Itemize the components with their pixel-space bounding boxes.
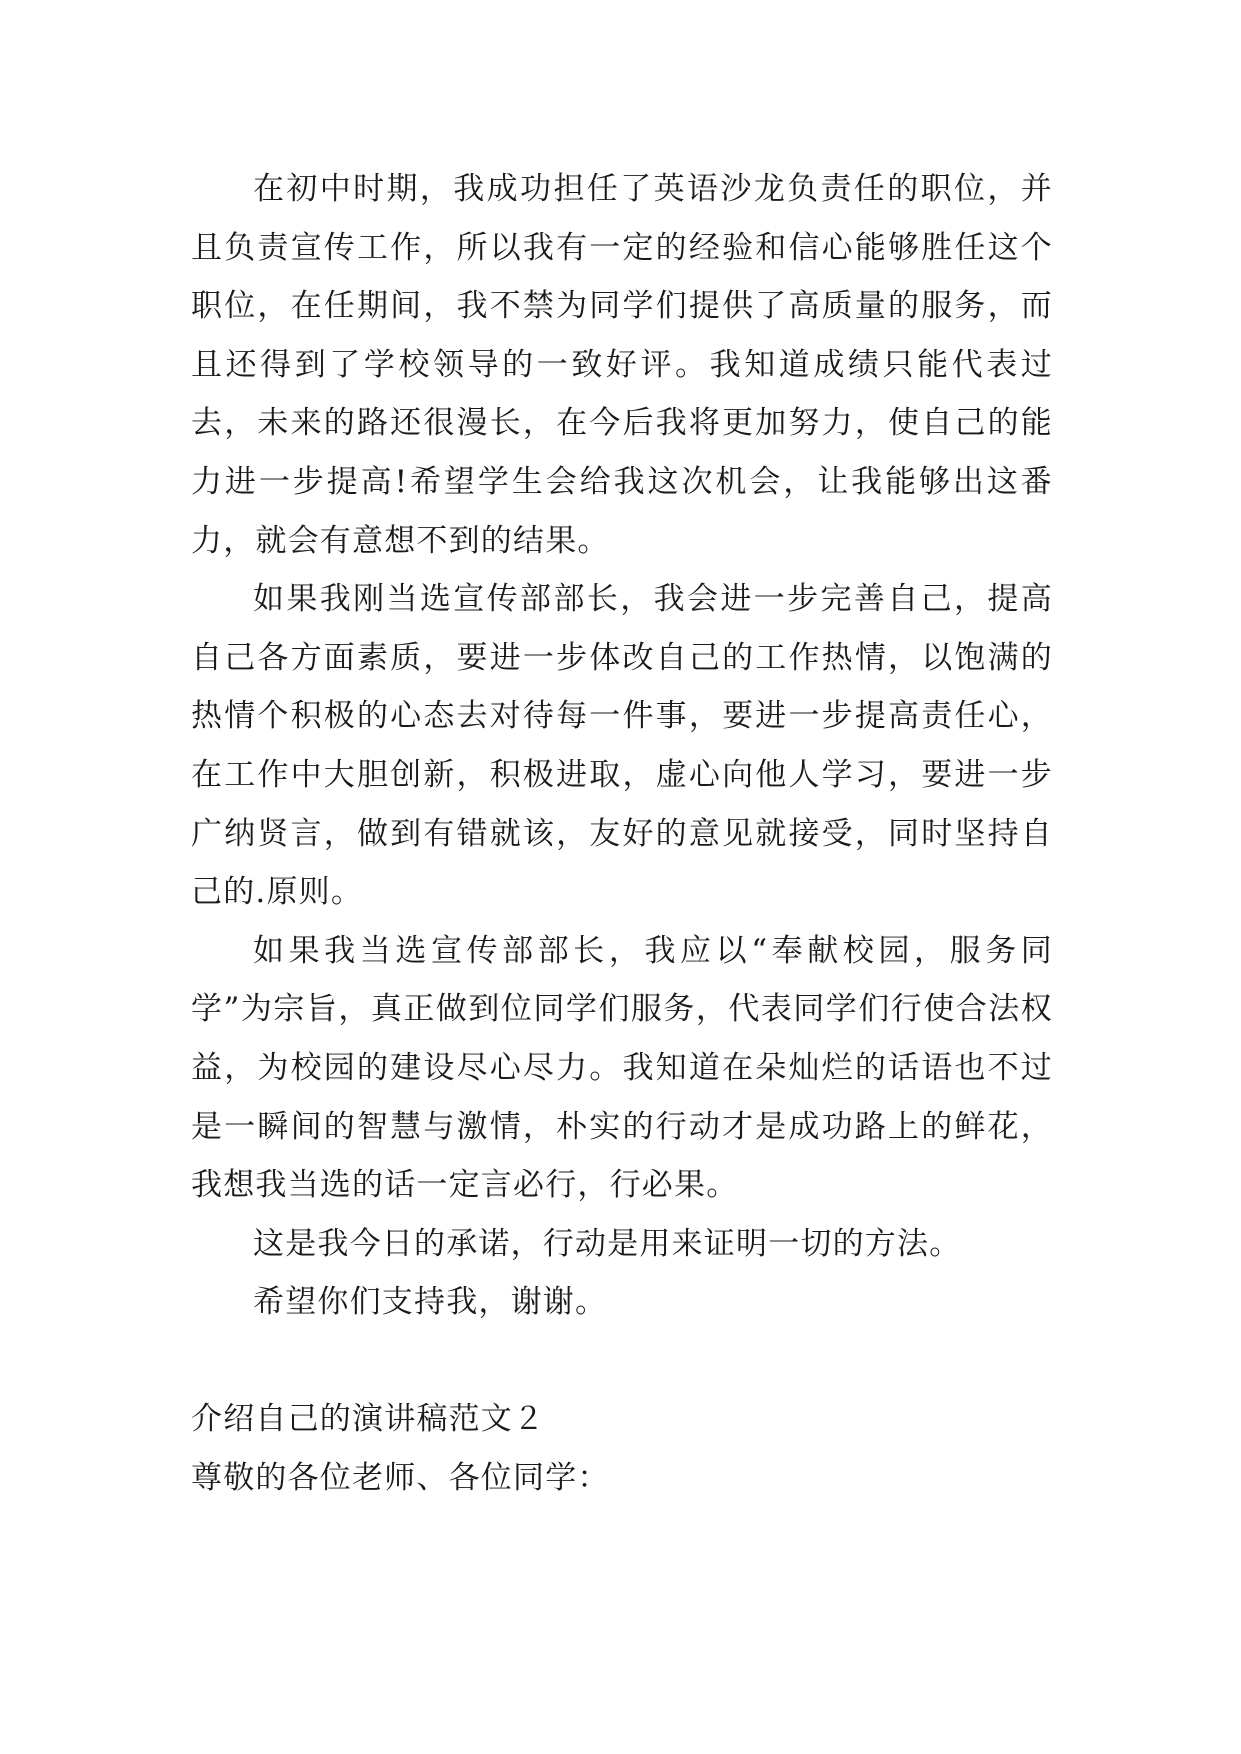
body-paragraph: 如果我当选宣传部部长，我应以“奉献校园，服务同学”为宗旨，真正做到位同学们服务，代表同学们行使合法权益，为校园的建设尽心尽力。我知道在朵灿烂的话语也不过是一瞬间的智慧与激情，朴实的行动才是成功路上的鲜花，我想我当选的话一定言必行，行必果。 — [191, 932, 1053, 1204]
body-paragraph: 如果我刚当选宣传部部长，我会进一步完善自己，提高自己各方面素质，要进一步体改自己的工作热情，以饱满的热情个积极的心态去对待每一件事，要进一步提高责任心，在工作中大胆创新，积极进取，虚心向他人学习，要进一步广纳贤言，做到有错就该，友好的意见就接受，同时坚持自己的.原则。 — [191, 581, 1053, 911]
body-paragraph: 希望你们支持我，谢谢。 — [253, 1284, 608, 1321]
blank-line — [191, 1332, 1053, 1391]
document-body — [191, 160, 1053, 1508]
section-title: 介绍自己的演讲稿范文２ — [191, 1401, 546, 1438]
body-paragraph: 这是我今日的承诺，行动是用来证明一切的方法。 — [253, 1225, 962, 1262]
body-paragraph: 在初中时期，我成功担任了英语沙龙负责任的职位，并且负责宣传工作，所以我有一定的经验和信心能够胜任这个职位，在任期间，我不禁为同学们提供了高质量的服务，而且还得到了学校领导的一致好评。我知道成绩只能代表过去，未来的路还很漫长，在今后我将更加努力，使自己的能力进一步提高!希望学生会给我这次机会，让我能够出这番力，就会有意想不到的结果。 — [191, 171, 1053, 559]
salutation: 尊敬的各位老师、各位同学： — [191, 1460, 610, 1497]
